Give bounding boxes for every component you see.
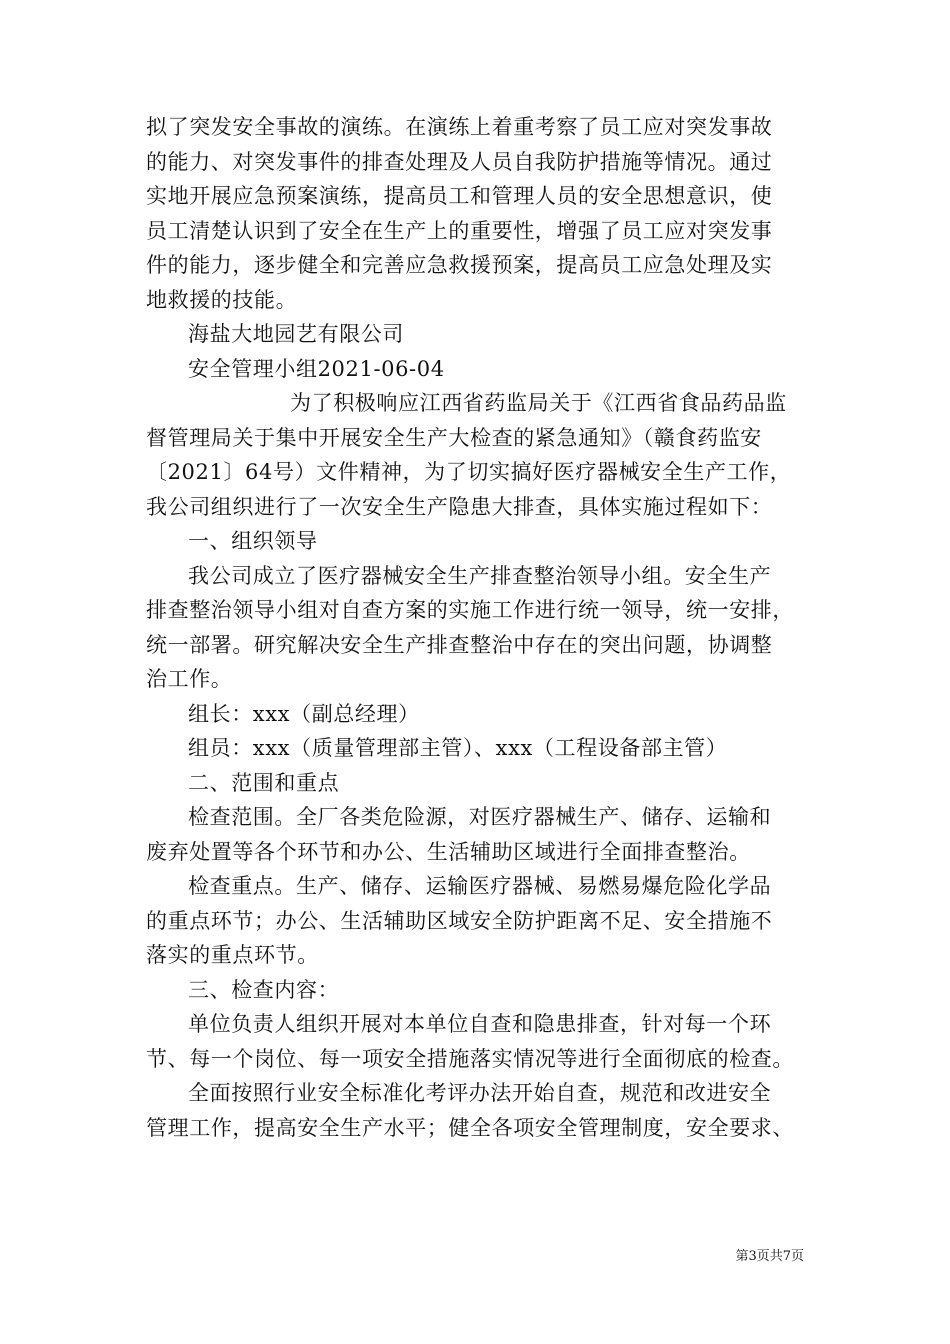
body-line: 检查范围。全厂各类危险源，对医疗器械生产、储存、运输和: [188, 805, 772, 829]
body-line: 督管理局关于集中开展安全生产大检查的紧急通知》（赣食药监安: [146, 425, 762, 450]
body-line: 节、每一个岗位、每一项安全措施落实情况等进行全面彻底的检查。: [146, 1046, 794, 1071]
body-line: 为了积极响应江西省药监局关于《江西省食品药品监: [290, 391, 787, 415]
page-number: 第3页共7页: [735, 1249, 804, 1264]
body-line: 拟了突发安全事故的演练。在演练上着重考察了员工应对突发事故: [146, 115, 773, 139]
section-heading: 一、组织领导: [188, 529, 318, 553]
document-body: [146, 110, 818, 1145]
body-line: 全面按照行业安全标准化考评办法开始自查，规范和改进安全: [188, 1081, 772, 1105]
body-line: 排查整治领导小组对自查方案的实施工作进行统一领导，统一安排，: [146, 598, 794, 622]
body-line: 的重点环节；办公、生活辅助区域安全防护距离不足、安全措施不: [146, 908, 773, 933]
body-line: 落实的重点环节。: [146, 943, 319, 967]
body-line: 的能力、对突发事件的排查处理及人员自我防护措施等情况。通过: [146, 149, 773, 174]
body-line: 实地开展应急预案演练，提高员工和管理人员的安全思想意识，使: [146, 184, 773, 208]
body-line: 管理工作，提高安全生产水平；健全各项安全管理制度，安全要求、: [146, 1115, 794, 1140]
body-line: 治工作。: [146, 667, 233, 691]
body-line: 组长：xxx（副总经理）: [188, 701, 420, 726]
signature-date: 安全管理小组2021-06-04: [188, 356, 445, 381]
body-line: 我公司成立了医疗器械安全生产排查整治领导小组。安全生产: [188, 563, 772, 588]
body-line: 〔2021〕64号）文件精神，为了切实搞好医疗器械安全生产工作，: [146, 460, 792, 484]
body-line: 地救援的技能。: [146, 287, 298, 312]
section-heading: 三、检查内容：: [188, 977, 340, 1002]
body-line: 件的能力，逐步健全和完善应急救援预案，提高员工应急处理及实: [146, 253, 773, 277]
company-name: 海盐大地园艺有限公司: [188, 322, 404, 346]
body-line: 单位负责人组织开展对本单位自查和隐患排查，针对每一个环: [188, 1012, 772, 1036]
body-line: 我公司组织进行了一次安全生产隐患大排查，具体实施过程如下：: [146, 494, 773, 519]
body-line: 废弃处置等各个环节和办公、生活辅助区域进行全面排查整治。: [146, 839, 751, 864]
body-line: 检查重点。生产、储存、运输医疗器械、易燃易爆危险化学品: [188, 874, 772, 898]
body-line: 组员：xxx（质量管理部主管）、xxx（工程设备部主管）: [188, 736, 728, 760]
body-line: 员工清楚认识到了安全在生产上的重要性，增强了员工应对突发事: [146, 218, 773, 243]
section-heading: 二、范围和重点: [188, 770, 340, 795]
body-line: 统一部署。研究解决安全生产排查整治中存在的突出问题，协调整: [146, 632, 773, 657]
